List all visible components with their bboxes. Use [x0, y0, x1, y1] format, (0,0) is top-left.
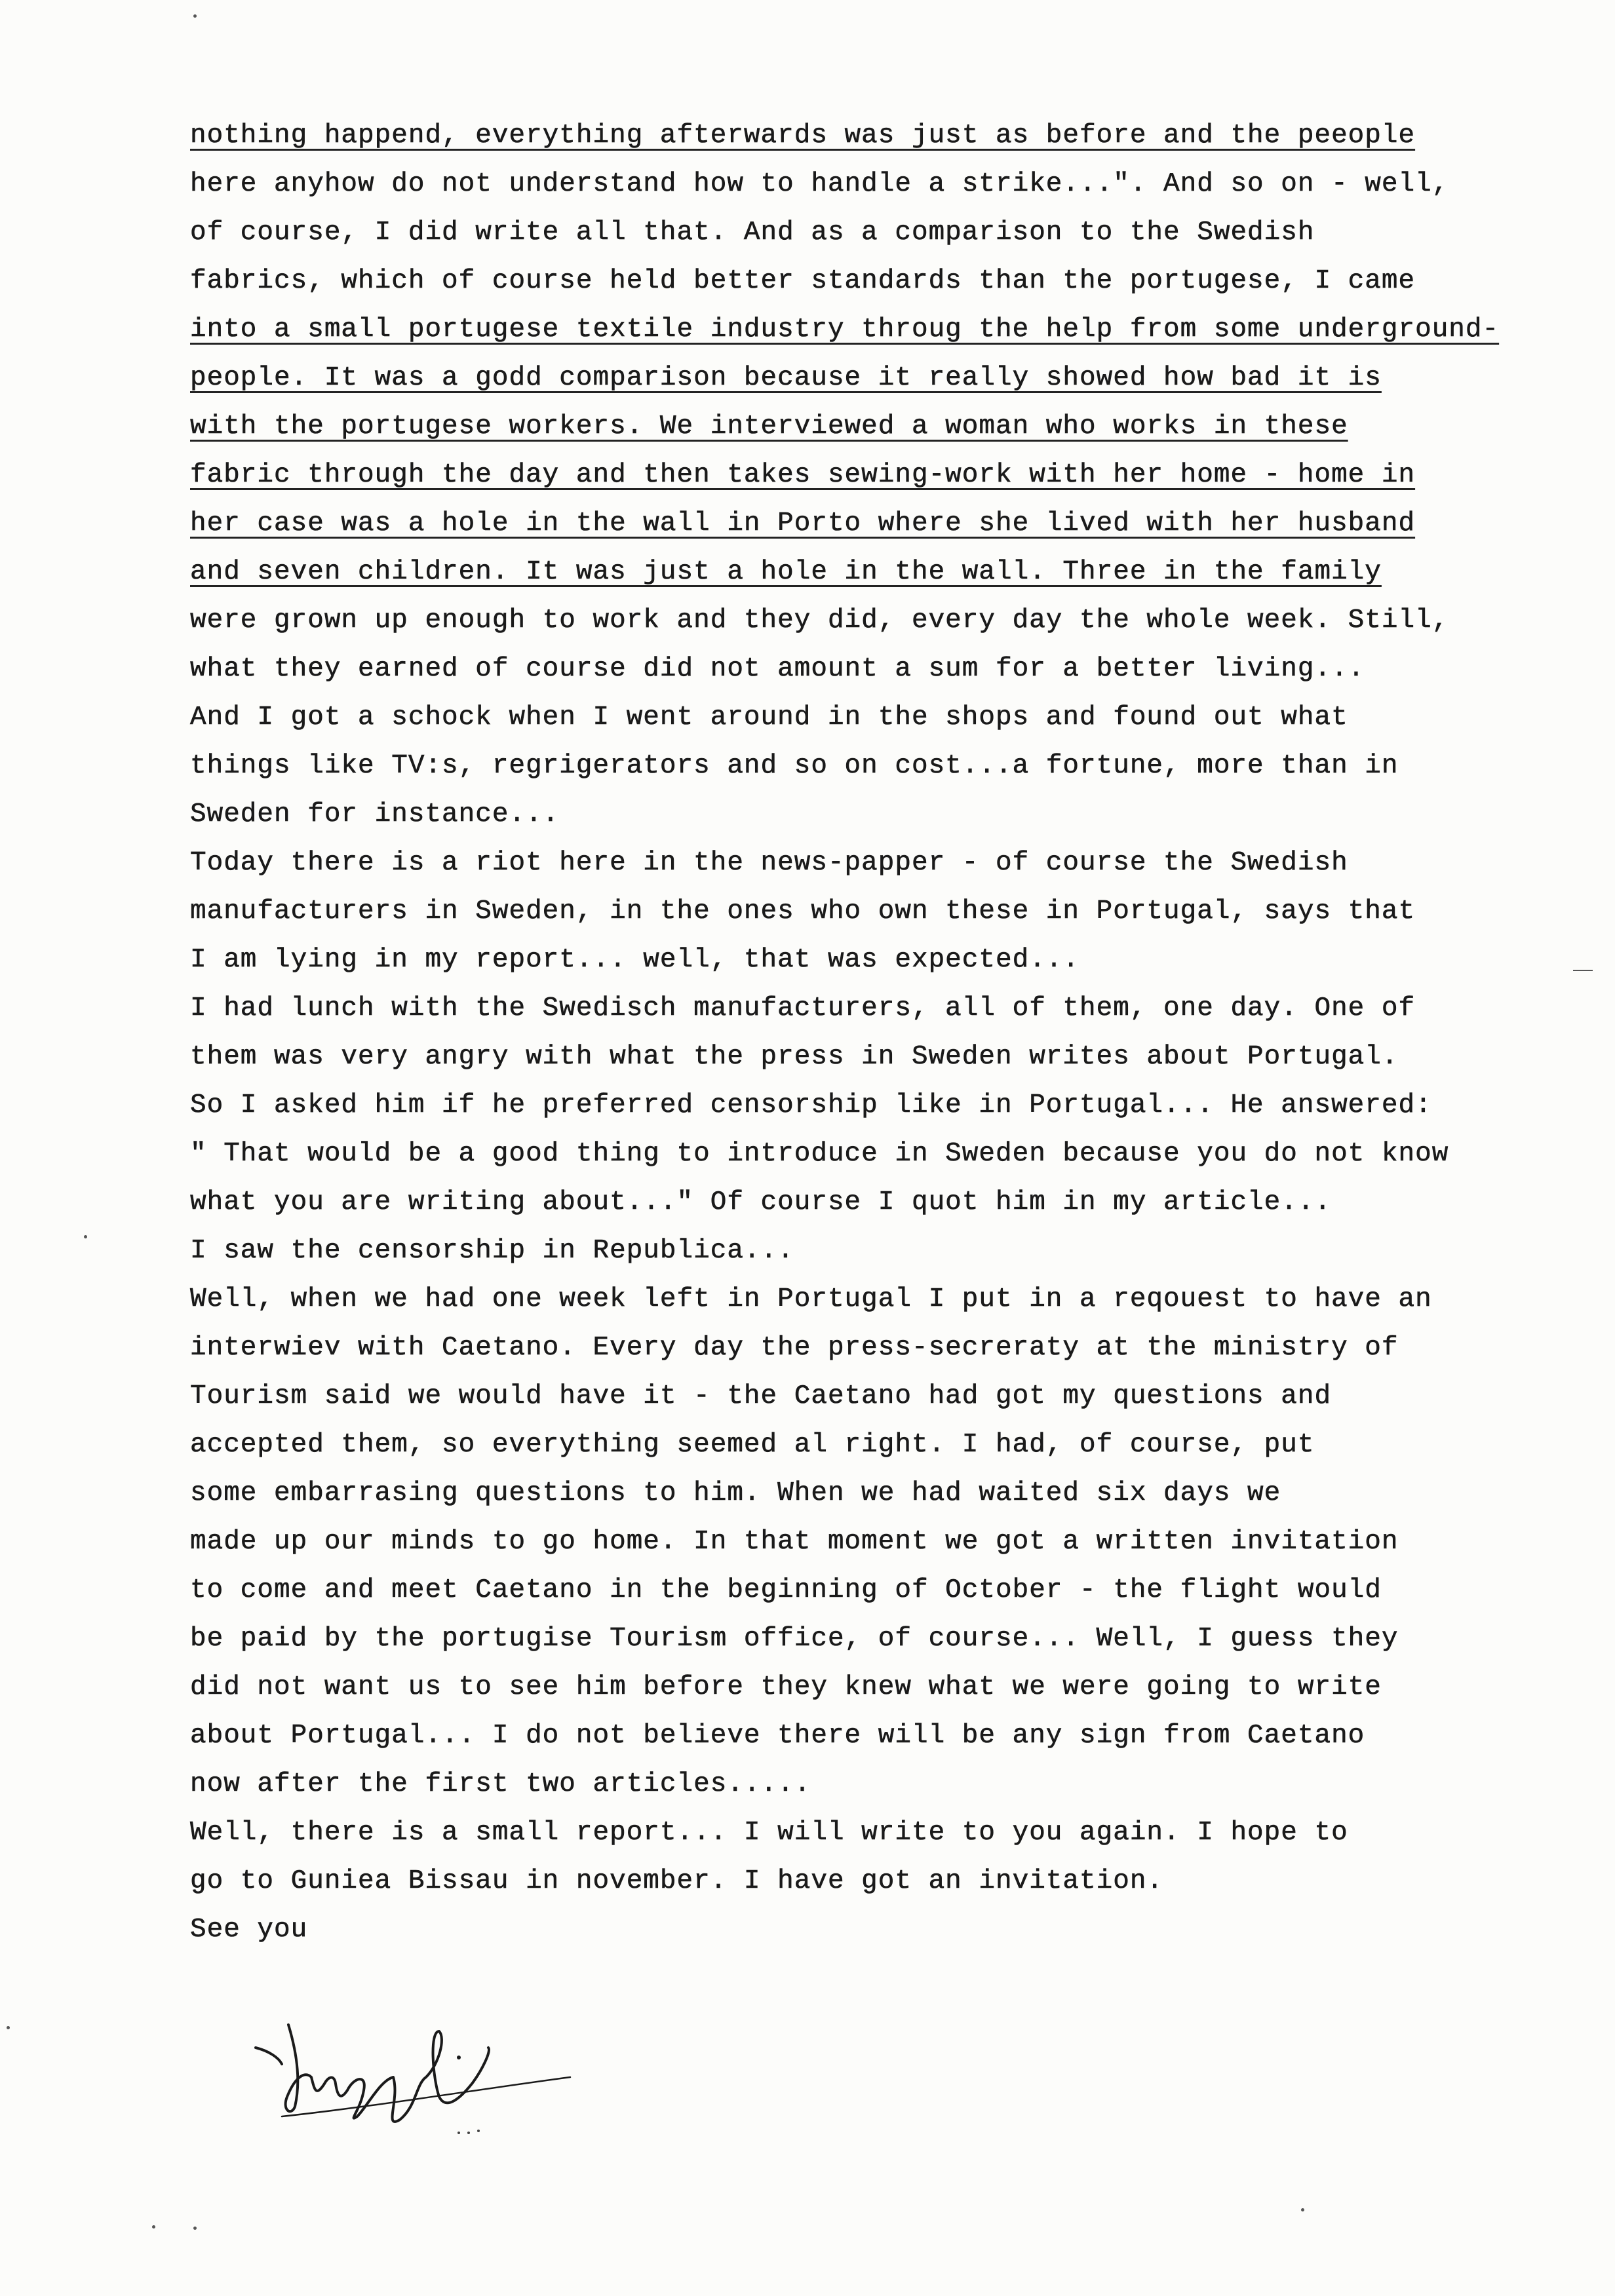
letter-line: be paid by the portugise Tourism office, of course... Well, I guess they: [190, 1624, 1399, 1654]
scan-speck: [193, 2227, 197, 2230]
handwritten-signature: [243, 1985, 583, 2136]
letter-body: [190, 111, 1566, 1954]
letter-line: were grown up enough to work and they did, every day the whole week. Still,: [190, 605, 1449, 636]
letter-line: them was very angry with what the press in Sweden writes about Portugal.: [190, 1042, 1399, 1072]
letter-line: " That would be a good thing to introduce in Sweden because you do not know: [190, 1139, 1449, 1169]
letter-line: I am lying in my report... well, that was expected...: [190, 945, 1080, 975]
letter-line: fabric through the day and then takes sewing-work with her home - home in: [190, 460, 1416, 490]
scan-speck: [193, 14, 197, 18]
letter-line: manufacturers in Sweden, in the ones who own these in Portugal, says that: [190, 896, 1416, 927]
letter-line: Today there is a riot here in the news-papper - of course the Swedish: [190, 848, 1348, 878]
letter-line: with the portugese workers. We interviewed a woman who works in these: [190, 411, 1348, 442]
letter-line: what you are writing about..." Of course I quot him in my article...: [190, 1187, 1332, 1217]
letter-line: go to Guniea Bissau in november. I have got an invitation.: [190, 1866, 1164, 1896]
letter-line: I had lunch with the Swedisch manufacturers, all of them, one day. One of: [190, 993, 1416, 1024]
scan-speck: [1301, 2208, 1304, 2211]
letter-line: some embarrasing questions to him. When we had waited six days we: [190, 1478, 1281, 1508]
letter-line: about Portugal... I do not believe there will be any sign from Caetano: [190, 1721, 1365, 1751]
letter-closing: See you: [190, 1915, 308, 1945]
letter-line: So I asked him if he preferred censorship like in Portugal... He answered:: [190, 1090, 1432, 1120]
letter-line: here anyhow do not understand how to handle a strike...". And so on - well,: [190, 169, 1449, 199]
scan-speck: [152, 2225, 155, 2229]
letter-line: made up our minds to go home. In that moment we got a written invitation: [190, 1527, 1399, 1557]
letter-line: things like TV:s, regrigerators and so on cost...a fortune, more than in: [190, 751, 1399, 781]
letter-line: fabrics, which of course held better standards than the portugese, I came: [190, 266, 1416, 296]
letter-line: did not want us to see him before they knew what we were going to write: [190, 1672, 1382, 1702]
letter-line: nothing happend, everything afterwards was just as before and the peeople: [190, 121, 1416, 151]
scan-speck: [1573, 970, 1593, 971]
letter-line: Well, there is a small report... I will write to you again. I hope to: [190, 1818, 1348, 1848]
scan-speck: [84, 1235, 87, 1238]
letter-line: to come and meet Caetano in the beginning of October - the flight would: [190, 1575, 1382, 1605]
letter-line: Tourism said we would have it - the Caetano had got my questions and: [190, 1381, 1332, 1411]
letter-line: of course, I did write all that. And as a comparison to the Swedish: [190, 218, 1315, 248]
letter-line: Sweden for instance...: [190, 799, 560, 830]
letter-line: now after the first two articles.....: [190, 1769, 811, 1799]
letter-line: into a small portugese textile industry throug the help from some underground-: [190, 315, 1500, 345]
letter-line: Well, when we had one week left in Portugal I put in a reqouest to have an: [190, 1284, 1432, 1314]
letter-line: her case was a hole in the wall in Porto where she lived with her husband: [190, 508, 1416, 539]
letter-line: what they earned of course did not amount a sum for a better living...: [190, 654, 1365, 684]
letter-line: interwiev with Caetano. Every day the press-secreraty at the ministry of: [190, 1333, 1399, 1363]
letter-line: And I got a schock when I went around in the shops and found out what: [190, 702, 1348, 733]
letter-line: I saw the censorship in Republica...: [190, 1236, 794, 1266]
letter-line: people. It was a godd comparison because it really showed how bad it is: [190, 363, 1382, 393]
letter-line: and seven children. It was just a hole in the wall. Three in the family: [190, 557, 1382, 587]
scan-speck: [7, 2026, 10, 2029]
letter-line: accepted them, so everything seemed al right. I had, of course, put: [190, 1430, 1315, 1460]
